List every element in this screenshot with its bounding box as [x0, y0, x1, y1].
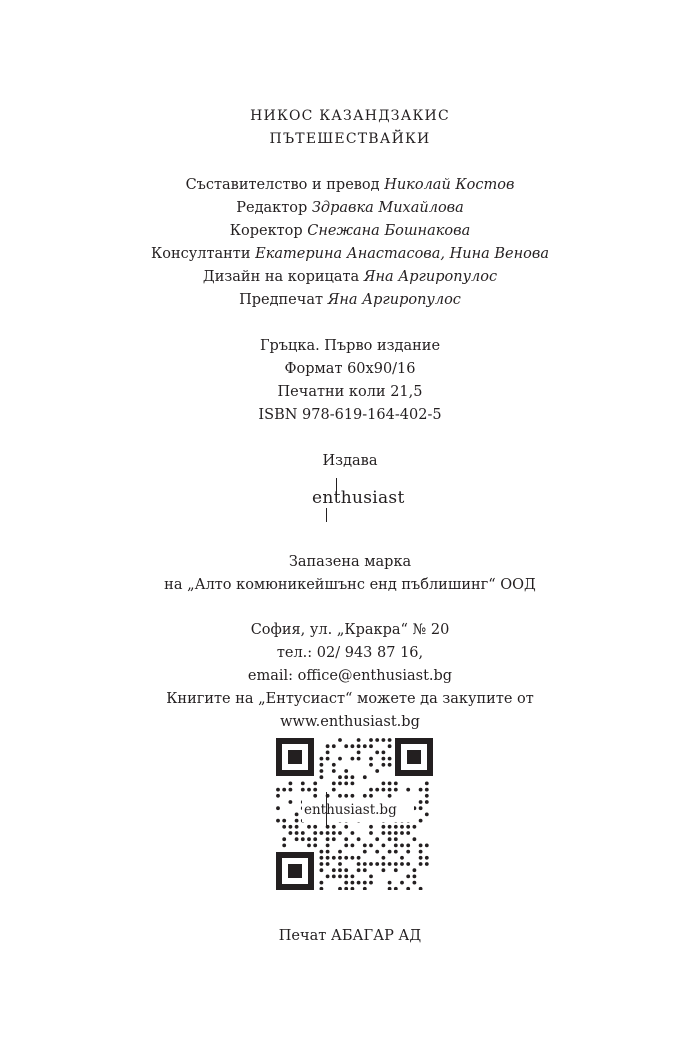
credit-role: Дизайн на корицата — [202, 269, 364, 285]
credit-role: Редактор — [236, 200, 312, 216]
credit-role: Коректор — [229, 223, 308, 239]
credit-prepress — [0, 290, 700, 310]
email: email: office@enthusiast.bg — [247, 668, 453, 684]
isbn: ISBN 978-619-164-402-5 — [258, 407, 442, 423]
credit-translation — [0, 175, 700, 195]
credit-proofreader — [0, 221, 700, 241]
credit-role: Съставителство и превод — [185, 177, 385, 193]
credit-editor — [0, 198, 700, 218]
logo-stroke-bottom — [326, 508, 327, 522]
credit-name: Яна Аргиропулос — [327, 292, 461, 308]
trademark-owner: на „Алто комюникейшънс енд пъблишинг“ ООД — [164, 577, 536, 593]
qr-code — [276, 738, 433, 890]
website: www.enthusiast.bg — [280, 714, 420, 730]
book-author: НИКОС КАЗАНДЗАКИС — [250, 108, 450, 124]
credit-name: Николай Костов — [384, 177, 515, 193]
book-title: ПЪТЕШЕСТВАЙКИ — [269, 131, 431, 147]
qr-label: enthusiast.bg — [304, 802, 397, 818]
credit-name: Здравка Михайлова — [311, 200, 464, 216]
publisher-logo — [0, 478, 700, 522]
trademark-line: Запазена марка — [288, 554, 412, 570]
credit-name: Яна Аргиропулос — [363, 269, 498, 285]
credit-consultants — [0, 244, 700, 264]
credit-name: Снежана Бошнакова — [307, 223, 471, 239]
credit-role: Предпечат — [239, 292, 328, 308]
phone: тел.: 02/ 943 87 16, — [276, 645, 424, 661]
printer: Печат АБАГАР АД — [278, 928, 422, 944]
edition-info: Гръцка. Първо издание — [259, 338, 441, 354]
credit-name: Екатерина Анастасова, Нина Венова — [255, 246, 549, 262]
logo-text: enthusiast — [312, 488, 405, 508]
format-info: Формат 60x90/16 — [284, 361, 416, 377]
address: София, ул. „Кракра“ № 20 — [250, 622, 450, 638]
sheets-info: Печатни коли 21,5 — [277, 384, 423, 400]
credit-cover-design — [0, 267, 700, 287]
publisher-label: Издава — [322, 453, 378, 469]
credit-role: Консултанти — [151, 246, 256, 262]
buy-note: Книгите на „Ентусиаст“ можете да закупите от — [166, 691, 534, 707]
